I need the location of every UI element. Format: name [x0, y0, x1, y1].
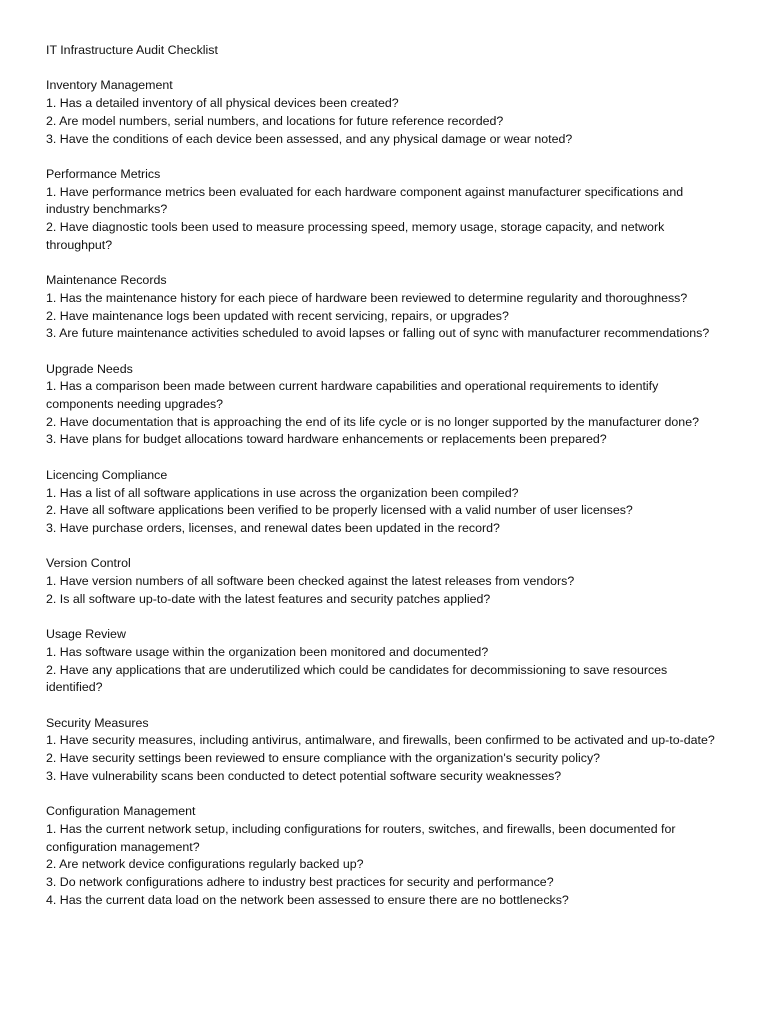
checklist-item: 2. Are network device configurations regularly backed up? [46, 857, 364, 872]
checklist-item: 1. Have performance metrics been evaluated for each hardware component against manufacturer specifications and industry benchmarks? [46, 184, 684, 217]
checklist-item: 1. Has the maintenance history for each piece of hardware been reviewed to determine regularity and thoroughness? [46, 290, 688, 305]
checklist-item: 2. Have any applications that are underutilized which could be candidates for decommissioning to save resources identified? [46, 662, 668, 695]
checklist [46, 821, 726, 910]
checklist-item: 4. Has the current data load on the network been assessed to ensure there are no bottlenecks? [46, 892, 569, 907]
checklist-item: 2. Have diagnostic tools been used to measure processing speed, memory usage, storage capacity, and network throughput? [46, 220, 665, 252]
checklist [46, 732, 726, 785]
checklist-item: 2. Have all software applications been verified to be properly licensed with a valid number of user licenses? [46, 503, 633, 518]
section-security-measures [46, 715, 726, 786]
checklist-item: 2. Have security settings been reviewed to ensure compliance with the organization's security policy? [46, 751, 601, 765]
checklist-item: 3. Are future maintenance activities scheduled to avoid lapses or falling out of sync with manufacturer recommendations? [46, 326, 710, 341]
document-title: IT Infrastructure Audit Checklist [46, 43, 218, 57]
section-configuration-management [46, 803, 726, 909]
section-heading: Version Control [46, 556, 131, 571]
checklist-item: 1. Has a detailed inventory of all physical devices been created? [46, 96, 399, 111]
checklist-item: 2. Are model numbers, serial numbers, and locations for future reference recorded? [46, 113, 504, 128]
checklist-item: 3. Have purchase orders, licenses, and renewal dates been updated in the record? [46, 520, 500, 535]
checklist-item: 2. Have documentation that is approaching the end of its life cycle or is no longer supported by the manufacturer done? [46, 414, 699, 429]
section-inventory-management [46, 77, 726, 148]
checklist [46, 644, 726, 697]
checklist [46, 378, 726, 449]
checklist [46, 184, 726, 255]
section-licencing-compliance [46, 467, 726, 538]
section-heading: Performance Metrics [46, 166, 161, 181]
document-page [46, 42, 726, 909]
checklist-item: 1. Have version numbers of all software been checked against the latest releases from vendors? [46, 574, 575, 588]
checklist [46, 95, 726, 148]
section-heading: Licencing Compliance [46, 467, 168, 482]
checklist-item: 1. Has the current network setup, including configurations for routers, switches, and firewalls, been documented for configuration management? [46, 821, 676, 854]
section-usage-review [46, 626, 726, 697]
checklist-item: 3. Have plans for budget allocations toward hardware enhancements or replacements been prepared? [46, 432, 607, 447]
checklist-item: 2. Is all software up-to-date with the latest features and security patches applied? [46, 591, 491, 606]
checklist-item: 1. Has software usage within the organization been monitored and documented? [46, 644, 489, 659]
checklist-item: 3. Have vulnerability scans been conducted to detect potential software security weaknesses? [46, 768, 562, 783]
checklist [46, 485, 726, 538]
section-heading: Security Measures [46, 715, 149, 730]
section-heading: Upgrade Needs [46, 361, 133, 376]
checklist [46, 290, 726, 343]
checklist-item: 2. Have maintenance logs been updated with recent servicing, repairs, or upgrades? [46, 308, 509, 323]
section-maintenance-records [46, 272, 726, 343]
section-heading: Usage Review [46, 627, 126, 642]
checklist-item: 3. Do network configurations adhere to industry best practices for security and performance? [46, 874, 554, 889]
section-heading: Configuration Management [46, 804, 196, 819]
section-version-control [46, 555, 726, 608]
checklist-item: 1. Has a list of all software applications in use across the organization been compiled? [46, 485, 519, 500]
section-heading: Maintenance Records [46, 273, 167, 288]
checklist [46, 573, 726, 608]
section-performance-metrics [46, 166, 726, 255]
checklist-item: 1. Have security measures, including antivirus, antimalware, and firewalls, been confirmed to be activated and up-to-date? [46, 733, 715, 748]
checklist-item: 3. Have the conditions of each device been assessed, and any physical damage or wear noted? [46, 131, 573, 146]
section-heading: Inventory Management [46, 78, 173, 93]
checklist-item: 1. Has a comparison been made between current hardware capabilities and operational requirements to identify components needing upgrades? [46, 379, 659, 411]
section-upgrade-needs [46, 361, 726, 450]
